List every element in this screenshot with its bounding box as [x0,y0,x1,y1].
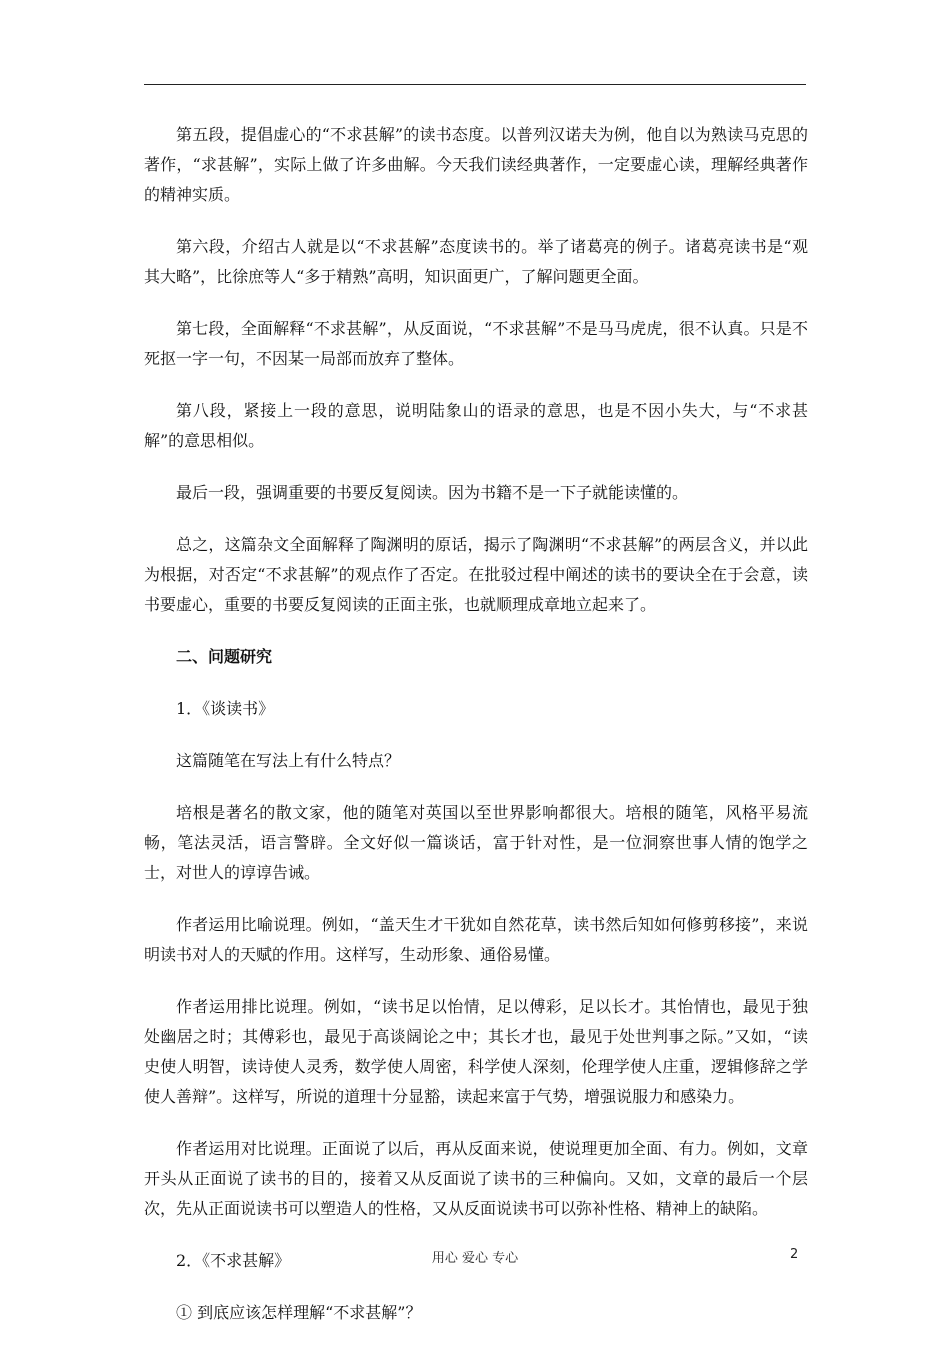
footer-motto: 用心 爱心 专心 [431,1251,519,1266]
page-number: 2 [790,1247,799,1262]
paragraph-last-section: 最后一段，强调重要的书要反复阅读。因为书籍不是一下子就能读懂的。 [176,483,689,502]
paragraph-summary: 总之，这篇杂文全面解释了陶渊明的原话，揭示了陶渊明“不求甚解”的两层含义，并以此为根据，对否定“不求甚解”的观点作了否定。在批驳过程中阐述的读书的要诀全在于会意，读书要虚心，重要的书要反复阅读的正面主张，也就顺理成章地立起来了。 [144,535,808,614]
document-body [144,120,808,1350]
paragraph-contrast: 作者运用对比说理。正面说了以后，再从反面来说，使说理更加全面、有力。例如，文章开头从正面说了读书的目的，接着又从反面说了读书的三种偏向。又如，文章的最后一个层次，先从正面说读书可以塑造人的性格，又从反面说读书可以弥补性格、精神上的缺陷。 [144,1139,808,1218]
paragraph-5th-section: 第五段，提倡虚心的“不求甚解”的读书态度。以普列汉诺夫为例，他自以为熟读马克思的著作，“求甚解”，实际上做了许多曲解。今天我们读经典著作，一定要虚心读，理解经典著作的精神实质。 [144,125,808,204]
question-understanding: ① 到底应该怎样理解“不求甚解”？ [176,1303,422,1322]
paragraph-7th-section: 第七段，全面解释“不求甚解”，从反面说，“不求甚解”不是马马虎虎，很不认真。只是不死抠一字一句，不因某一局部而放弃了整体。 [144,319,808,368]
subheading-tan-du-shu: 1．《谈读书》 [176,699,275,718]
question-writing-features: 这篇随笔在写法上有什么特点？ [176,751,401,770]
paragraph-6th-section: 第六段，介绍古人就是以“不求甚解”态度读书的。举了诸葛亮的例子。诸葛亮读书是“观其大略”，比徐庶等人“多于精熟”高明，知识面更广，了解问题更全面。 [144,237,808,286]
paragraph-parallelism: 作者运用排比说理。例如，“读书足以怡情，足以傅彩，足以长才。其怡情也，最见于独处幽居之时；其傅彩也，最见于高谈阔论之中；其长才也，最见于处世判事之际。”又如，“读史使人明智，读诗使人灵秀，数学使人周密，科学使人深刻，伦理学使人庄重，逻辑修辞之学使人善辩”。这样写，所说的道理十分显豁，读起来富于气势，增强说服力和感染力。 [144,997,808,1106]
paragraph-bacon-intro: 培根是著名的散文家，他的随笔对英国以至世界影响都很大。培根的随笔，风格平易流畅，笔法灵活，语言警辟。全文好似一篇谈话，富于针对性，是一位洞察世事人情的饱学之士，对世人的谆谆告诫。 [144,803,808,882]
header-rule [144,84,806,85]
subheading-bu-qiu-shen-jie: 2．《不求甚解》 [176,1251,291,1270]
paragraph-8th-section: 第八段，紧接上一段的意思，说明陆象山的语录的意思，也是不因小失大，与“不求甚解”的意思相似。 [144,401,808,450]
paragraph-metaphor: 作者运用比喻说理。例如，“盖天生才干犹如自然花草，读书然后知如何修剪移接”，来说明读书对人的天赋的作用。这样写，生动形象、通俗易懂。 [144,915,808,964]
section-heading-questions: 二、问题研究 [176,647,273,666]
